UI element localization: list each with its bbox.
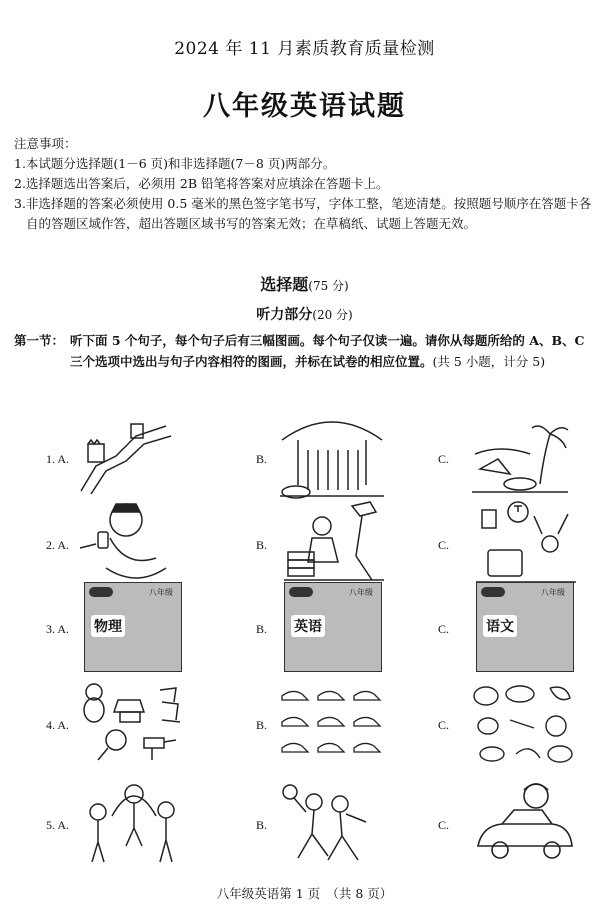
question-3-row <box>0 580 609 676</box>
q5-a-label: 5. A. <box>46 818 70 832</box>
book-name: 物理 <box>91 615 125 637</box>
section-listening-score: (20 分) <box>312 308 353 322</box>
q3-b-label: B. <box>256 622 268 636</box>
q4-a-label: 4. A. <box>46 718 70 732</box>
section-choice-title: 选择题 <box>260 275 309 294</box>
q1-c-label: C. <box>438 452 450 466</box>
instruction-block <box>14 330 599 372</box>
instruction-label: 第一节： <box>14 333 65 348</box>
section-listening-title: 听力部分 <box>256 307 313 323</box>
book-grade: 八年级 <box>349 588 373 597</box>
kids-jumping-rope-picture <box>82 776 186 868</box>
english-textbook-picture <box>284 582 382 672</box>
instruction-text: 听下面 5 个句子，每个句子后有三幅图画。每个句子仅读一遍。请你从每题所给的 A、B、C 三个选项中选出与句子内容相符的图画，并标在试卷的相应位置。 <box>70 333 585 369</box>
book-name: 语文 <box>483 615 517 637</box>
page-footer: 八年级英语第 1 页 （共 8 页） <box>216 886 393 901</box>
question-1-row <box>0 410 609 506</box>
boy-cheering-picture <box>474 498 578 586</box>
exam-title: 2024 年 11 月素质教育质量检测 <box>174 39 435 59</box>
kids-playing-ball-picture <box>276 782 382 866</box>
vegetables-picture <box>470 682 578 766</box>
q2-a-label: 2. A. <box>46 538 70 552</box>
note-item-2: 2.选择题选出答案后，必须用 2B 铅笔将答案对应填涂在答题卡上。 <box>14 176 389 191</box>
beach-picture <box>470 414 570 496</box>
q2-b-label: B. <box>256 538 268 552</box>
q3-c-label: C. <box>438 622 450 636</box>
q1-a-label: 1. A. <box>46 452 70 466</box>
chinese-textbook-picture <box>476 582 574 672</box>
question-2-row <box>0 496 609 592</box>
section-listening-heading <box>0 304 609 324</box>
subject-title: 八年级英语试题 <box>203 91 406 122</box>
book-logo <box>89 587 113 597</box>
great-wall-picture <box>76 416 176 498</box>
question-5-row <box>0 774 609 870</box>
q1-b-label: B. <box>256 452 268 466</box>
q3-a-label: 3. A. <box>46 622 70 636</box>
section-choice-heading <box>0 272 609 295</box>
notes-heading: 注意事项： <box>14 136 77 151</box>
toys-picture <box>80 680 188 766</box>
book-name: 英语 <box>291 615 325 637</box>
q5-b-label: B. <box>256 818 268 832</box>
q5-c-label: C. <box>438 818 450 832</box>
zoo-gate-picture <box>278 410 386 500</box>
book-logo <box>289 587 313 597</box>
note-item-1: 1.本试题分选择题(1－6 页)和非选择题(7－8 页)两部分。 <box>14 156 336 171</box>
book-grade: 八年级 <box>149 588 173 597</box>
notes-block <box>14 134 598 234</box>
q2-c-label: C. <box>438 538 450 552</box>
book-grade: 八年级 <box>541 588 565 597</box>
man-with-phone-picture <box>76 498 176 588</box>
man-driving-car-picture <box>472 776 578 868</box>
note-item-3: 3.非选择题的答案必须使用 0.5 毫米的黑色签字笔书写，字体工整，笔迹清楚。按照题号顺序在答题卡各自的答题区域作答，超出答题区域书写的答案无效；在草稿纸、试题上答题无效。 <box>14 196 592 231</box>
book-logo <box>481 587 505 597</box>
instruction-sub: (共 5 小题，计分 5) <box>432 354 546 369</box>
question-4-row <box>0 676 609 772</box>
shoes-picture <box>278 684 382 762</box>
physics-textbook-picture <box>84 582 182 672</box>
q4-c-label: C. <box>438 718 450 732</box>
q4-b-label: B. <box>256 718 268 732</box>
student-studying-picture <box>282 496 386 584</box>
section-choice-score: (75 分) <box>308 279 349 293</box>
